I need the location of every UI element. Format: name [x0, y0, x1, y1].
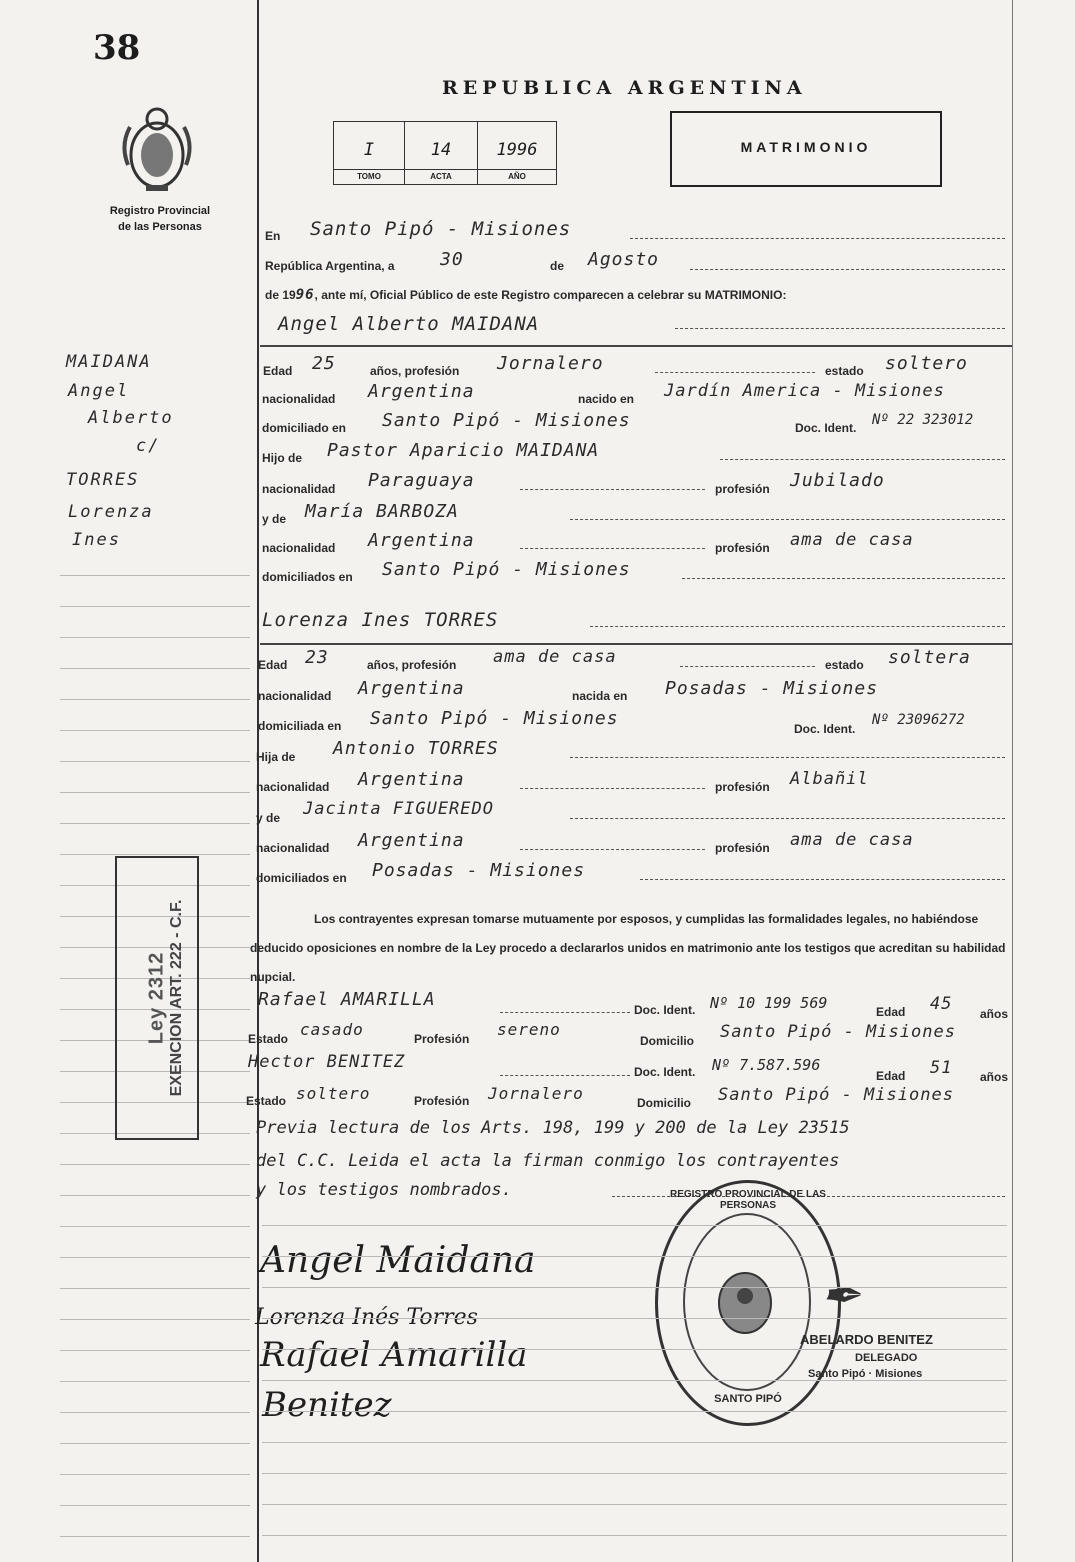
- ano-value: 1996: [496, 140, 538, 160]
- margin-ruled-line: [60, 823, 250, 824]
- witness1-doc-label: Doc. Ident.: [634, 1003, 696, 1017]
- comparecen-text: , ante mí, Oficial Público de este Registro comparecen a celebrar su MATRIMONIO:: [314, 288, 787, 302]
- groom-padres-dom-label: domiciliados en: [262, 570, 353, 584]
- margin-ruled-line: [60, 854, 250, 855]
- margin-ruled-line: [60, 1257, 250, 1258]
- closing-line-3: y los testigos nombrados.: [256, 1180, 512, 1200]
- page-number: 38: [93, 28, 141, 68]
- margin-name-1: Angel: [68, 381, 130, 401]
- groom-hijo-label: Hijo de: [262, 451, 303, 465]
- signature-ruled-line: [262, 1504, 1007, 1505]
- witness2-prof-label: Profesión: [414, 1094, 470, 1108]
- closing-line-1: Previa lectura de los Arts. 198, 199 y 200 de la Ley 23515: [256, 1118, 850, 1138]
- fill-line: [520, 788, 705, 789]
- margin-ruled-line: [60, 1350, 250, 1351]
- signature-ruled-line: [262, 1442, 1007, 1443]
- fill-line: [520, 849, 705, 850]
- de-label: de: [550, 259, 565, 273]
- margin-ruled-line: [60, 761, 250, 762]
- groom-padre-nac: Paraguaya: [368, 470, 475, 491]
- bride-doc: Nº 23096272: [872, 712, 965, 728]
- en-label: En: [265, 229, 281, 243]
- fill-line: [570, 818, 1005, 819]
- seal-top-text: REGISTRO PROVINCIAL DE LAS PERSONAS: [670, 1189, 826, 1211]
- groom-madre-prof-label: profesión: [715, 541, 770, 555]
- groom-padre-prof: Jubilado: [790, 470, 885, 491]
- margin-name-2: Alberto: [88, 408, 174, 428]
- officer-name: ABELARDO BENITEZ: [800, 1332, 933, 1347]
- witness2-edad: 51: [930, 1058, 953, 1078]
- margin-ruled-line: [60, 1505, 250, 1506]
- tomo-label: TOMO: [334, 169, 404, 184]
- fill-line: [680, 666, 815, 667]
- bride-padres-dom: Posadas - Misiones: [372, 860, 586, 881]
- signature-ruled-line: [262, 1380, 1007, 1381]
- margin-ruled-line: [60, 575, 250, 576]
- bride-nacionalidad: Argentina: [358, 678, 465, 699]
- groom-padre: Pastor Aparicio MAIDANA: [327, 440, 600, 461]
- margin-ruled-line: [60, 730, 250, 731]
- bride-madre: Jacinta FIGUEREDO: [303, 799, 494, 819]
- officer-place: Santo Pipó · Misiones: [808, 1368, 923, 1380]
- groom-padre-prof-label: profesión: [715, 482, 770, 496]
- declaration: Los contrayentes expresan tomarse mutuamente por esposos, y cumplidas las formalidades legales, no habiéndose deducido oposiciones en nombre de la Ley procedo a declararlos unidos en matrimonio ante los testigos que acreditan su habilidad nupcial.: [250, 912, 1006, 984]
- groom-profesion: Jornalero: [497, 353, 604, 374]
- section-rule: [260, 643, 1012, 645]
- groom-madre-nac: Argentina: [368, 530, 475, 551]
- signature-witness1: Rafael Amarilla: [260, 1335, 528, 1375]
- groom-padre-nac-label: nacionalidad: [262, 482, 336, 496]
- republica-label: República Argentina, a: [265, 259, 395, 273]
- declaration-text: [250, 905, 1010, 992]
- bride-madre-nac: Argentina: [358, 830, 465, 851]
- fill-line: [655, 372, 815, 373]
- bride-estado-label: estado: [825, 658, 864, 672]
- groom-estado: soltero: [885, 353, 968, 374]
- groom-doc: Nº 22 323012: [872, 412, 974, 428]
- registry-line2: de las Personas: [118, 221, 202, 233]
- bride-madre-prof: ama de casa: [790, 830, 914, 850]
- ano-label: AÑO: [478, 169, 556, 184]
- record-type-box: [670, 111, 942, 187]
- bride-domicilio: Santo Pipó - Misiones: [370, 708, 619, 729]
- signature-ruled-line: [262, 1535, 1007, 1536]
- signature-ruled-line: [262, 1256, 1007, 1257]
- margin-ruled-line: [60, 1226, 250, 1227]
- bride-madre-nac-label: nacionalidad: [256, 841, 330, 855]
- witness1-name: Rafael AMARILLA: [258, 989, 436, 1010]
- exemption-line1: Ley 2312: [145, 951, 168, 1045]
- bride-padres-dom-label: domiciliados en: [256, 871, 347, 885]
- section-rule: [260, 345, 1012, 347]
- fill-line: [630, 238, 1005, 239]
- registry-name: [80, 203, 240, 235]
- margin-ruled-line: [60, 606, 250, 607]
- margin-ruled-line: [60, 1164, 250, 1165]
- margin-ruled-line: [60, 792, 250, 793]
- fill-line: [720, 459, 1005, 460]
- witness1-anos-label: años: [980, 1007, 1009, 1021]
- margin-ruled-line: [60, 1474, 250, 1475]
- bride-padre-prof: Albañil: [790, 769, 869, 789]
- bride-padre-prof-label: profesión: [715, 780, 770, 794]
- officer-signature: ✒: [820, 1268, 861, 1324]
- margin-ruled-line: [60, 1319, 250, 1320]
- bride-dom-label: domiciliada en: [258, 719, 342, 733]
- signature-ruled-line: [262, 1349, 1007, 1350]
- bride-madre-prof-label: profesión: [715, 841, 770, 855]
- coat-of-arms-icon: [118, 105, 196, 195]
- groom-doc-label: Doc. Ident.: [795, 421, 857, 435]
- groom-nac-label: nacionalidad: [262, 392, 336, 406]
- fill-line: [570, 519, 1005, 520]
- witness1-edad: 45: [930, 994, 953, 1014]
- witness1-prof: sereno: [497, 1020, 561, 1039]
- acta-value: 14: [430, 140, 452, 160]
- fill-line: [640, 879, 1005, 880]
- witness1-doc: Nº 10 199 569: [710, 994, 828, 1012]
- seal-emblem-icon: [710, 1268, 780, 1338]
- bride-yde-label: y de: [256, 811, 281, 825]
- bride-nacida: Posadas - Misiones: [665, 678, 879, 699]
- margin-name-4: Ines: [72, 530, 121, 550]
- registry-line1: Registro Provincial: [109, 205, 211, 217]
- signature-groom: Angel Maidana: [260, 1240, 536, 1281]
- groom-anos-label: años, profesión: [370, 364, 460, 378]
- margin-conj: c/: [136, 436, 161, 456]
- witness2-prof: Jornalero: [488, 1084, 584, 1103]
- bride-hija-label: Hija de: [256, 750, 296, 764]
- signature-witness2: Benitez: [262, 1385, 392, 1425]
- tomo-cell: [334, 122, 405, 184]
- signature-bride: Lorenza Inés Torres: [255, 1305, 478, 1330]
- record-number-box: [333, 121, 557, 185]
- margin-ruled-line: [60, 1288, 250, 1289]
- bride-name: Lorenza Ines TORRES: [262, 609, 499, 631]
- bride-nac-label: nacionalidad: [258, 689, 332, 703]
- bride-estado: soltera: [888, 647, 971, 668]
- fill-line: [500, 1012, 630, 1013]
- document-title: REPUBLICA ARGENTINA: [442, 77, 807, 99]
- groom-madre: María BARBOZA: [305, 501, 459, 522]
- fill-line: [690, 269, 1005, 270]
- groom-nacido: Jardín America - Misiones: [664, 381, 945, 401]
- margin-ruled-line: [60, 1412, 250, 1413]
- witness1-dom-label: Domicilio: [640, 1034, 695, 1048]
- year-label: [265, 287, 786, 303]
- fill-line: [590, 626, 1005, 627]
- record-type: MATRIMONIO: [740, 139, 872, 155]
- month-value: Agosto: [588, 249, 660, 270]
- year-prefix: de 19: [265, 288, 296, 302]
- bride-padre-nac-label: nacionalidad: [256, 780, 330, 794]
- bride-doc-label: Doc. Ident.: [794, 722, 856, 736]
- margin-ruled-line: [60, 1443, 250, 1444]
- witness2-estado: soltero: [296, 1084, 371, 1103]
- bride-edad-label: Edad: [258, 658, 288, 672]
- fill-line: [682, 578, 1005, 579]
- place-value: Santo Pipó - Misiones: [310, 218, 572, 240]
- groom-nacido-label: nacido en: [578, 392, 635, 406]
- margin-ruled-line: [60, 668, 250, 669]
- year-suffix: 96: [295, 287, 315, 303]
- witness1-estado: casado: [300, 1020, 364, 1039]
- groom-padres-dom: Santo Pipó - Misiones: [382, 559, 631, 580]
- exemption-stamp: [115, 856, 199, 1140]
- witness1-edad-label: Edad: [876, 1005, 906, 1019]
- signature-ruled-line: [262, 1473, 1007, 1474]
- official-seal: [655, 1180, 841, 1426]
- seal-bottom-text: SANTO PIPÓ: [714, 1393, 782, 1405]
- fill-line: [675, 328, 1005, 329]
- margin-surname: MAIDANA: [66, 352, 152, 372]
- groom-madre-prof: ama de casa: [790, 530, 914, 550]
- groom-yde-label: y de: [262, 512, 287, 526]
- witness2-dom-label: Domicilio: [637, 1096, 692, 1110]
- groom-nacionalidad: Argentina: [368, 381, 475, 402]
- signature-ruled-line: [262, 1411, 1007, 1412]
- day-value: 30: [440, 249, 464, 270]
- signature-ruled-line: [262, 1287, 1007, 1288]
- witness2-dom: Santo Pipó - Misiones: [718, 1085, 954, 1105]
- groom-madre-nac-label: nacionalidad: [262, 541, 336, 555]
- signature-ruled-line: [262, 1225, 1007, 1226]
- acta-label: ACTA: [405, 169, 477, 184]
- witness2-name: Hector BENITEZ: [248, 1052, 406, 1072]
- witness2-anos-label: años: [980, 1070, 1009, 1084]
- witness2-estado-label: Estado: [246, 1094, 287, 1108]
- right-border-line: [1012, 0, 1013, 1562]
- bride-padre-nac: Argentina: [358, 769, 465, 790]
- groom-edad-label: Edad: [263, 364, 293, 378]
- acta-cell: [405, 122, 478, 184]
- bride-edad: 23: [305, 647, 329, 668]
- groom-estado-label: estado: [825, 364, 864, 378]
- margin-ruled-line: [60, 637, 250, 638]
- officer-role: DELEGADO: [855, 1352, 918, 1364]
- margin-ruled-line: [60, 1536, 250, 1537]
- margin-surname-2: TORRES: [66, 470, 140, 490]
- groom-domicilio: Santo Pipó - Misiones: [382, 410, 631, 431]
- groom-edad: 25: [312, 353, 336, 374]
- margin-ruled-line: [60, 699, 250, 700]
- fill-line: [500, 1075, 630, 1076]
- bride-anos-label: años, profesión: [367, 658, 457, 672]
- groom-dom-label: domiciliado en: [262, 421, 347, 435]
- witness1-estado-label: Estado: [248, 1032, 289, 1046]
- fill-line: [570, 757, 1005, 758]
- witness2-doc: Nº 7.587.596: [712, 1056, 821, 1074]
- margin-ruled-line: [60, 1195, 250, 1196]
- fill-line: [520, 489, 705, 490]
- fill-line: [520, 548, 705, 549]
- witness1-prof-label: Profesión: [414, 1032, 470, 1046]
- tomo-value: I: [363, 140, 375, 160]
- groom-name: Angel Alberto MAIDANA: [278, 313, 540, 335]
- margin-ruled-line: [60, 1381, 250, 1382]
- witness1-dom: Santo Pipó - Misiones: [720, 1022, 956, 1042]
- closing-line-2: del C.C. Leida el acta la firman conmigo los contrayentes: [256, 1151, 840, 1171]
- witness2-doc-label: Doc. Ident.: [634, 1065, 696, 1079]
- ano-cell: [478, 122, 556, 184]
- bride-profesion: ama de casa: [493, 647, 617, 667]
- witness2-edad-label: Edad: [876, 1069, 906, 1083]
- signature-ruled-line: [262, 1318, 1007, 1319]
- exemption-line2: EXENCION ART. 222 - C.F.: [168, 899, 185, 1097]
- bride-padre: Antonio TORRES: [333, 738, 499, 759]
- bride-nacida-label: nacida en: [572, 689, 628, 703]
- margin-name-3: Lorenza: [68, 502, 154, 522]
